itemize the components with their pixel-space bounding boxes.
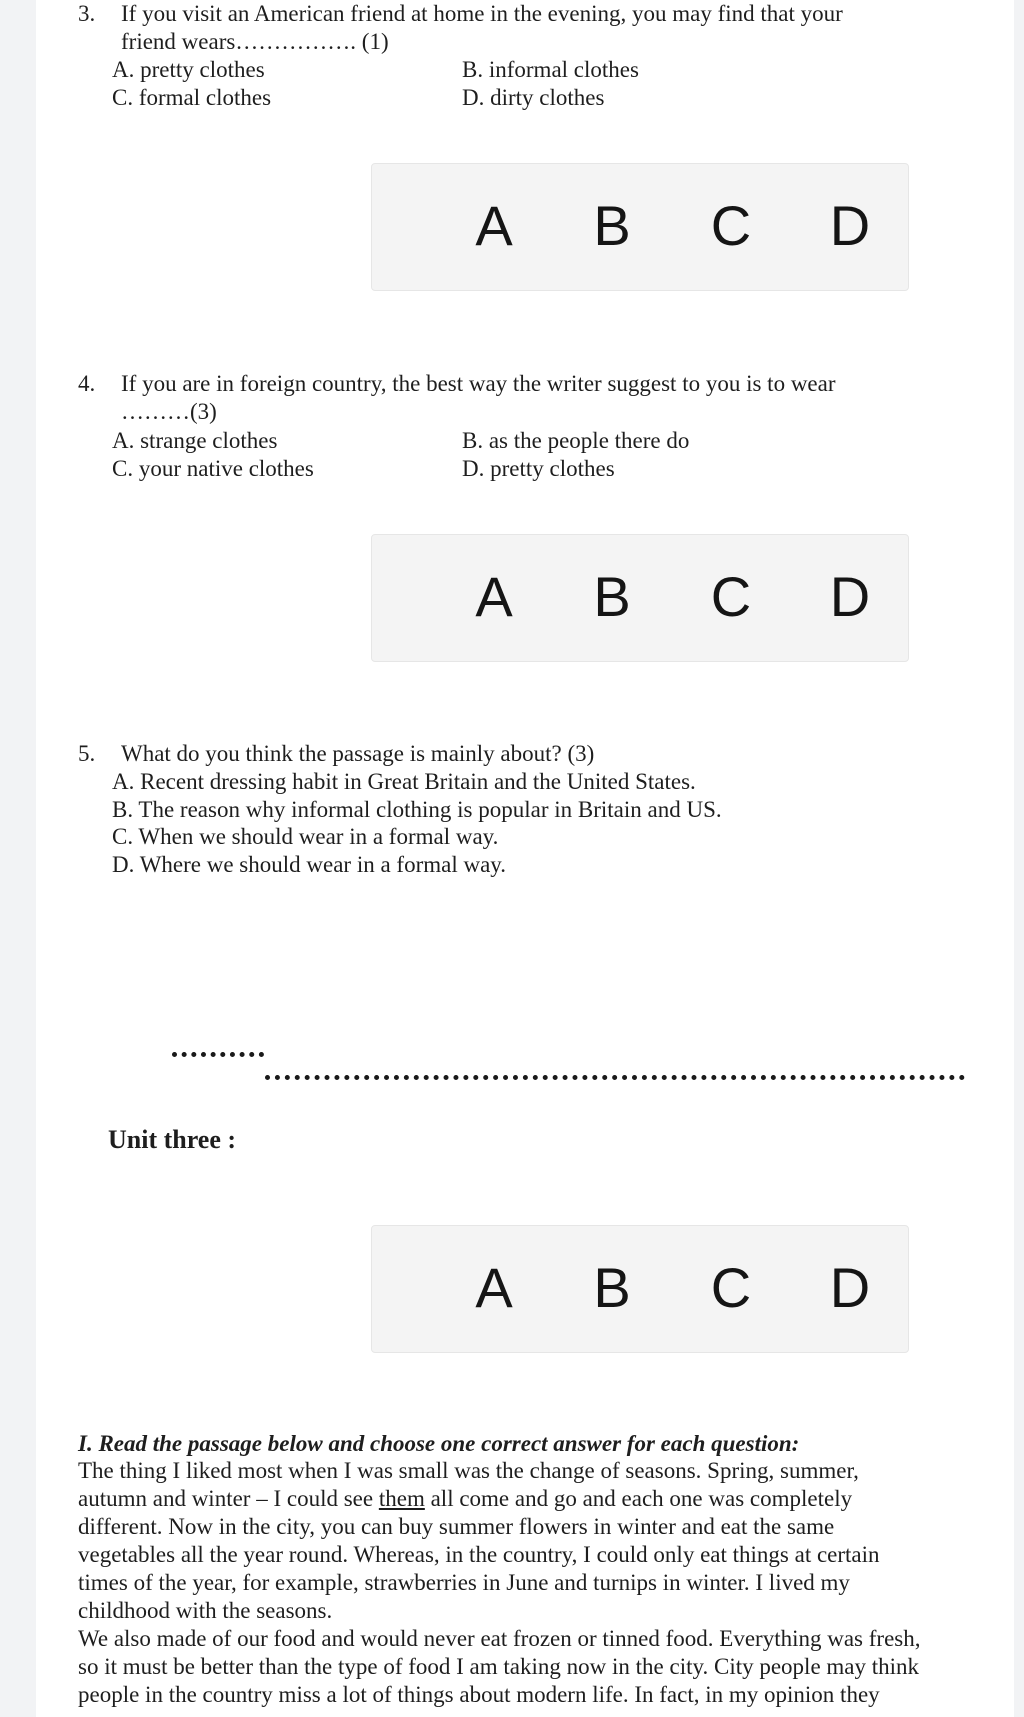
question-line: If you visit an American friend at home in the evening, you may find that your xyxy=(121,1,843,26)
question-line: If you are in foreign country, the best way the writer suggest to you is to wear xyxy=(121,371,836,396)
option-b: B. The reason why informal clothing is popular in Britain and US. xyxy=(112,797,722,822)
passage-text: all come and go and each one was completely xyxy=(424,1486,853,1511)
passage-paragraph-2 xyxy=(78,1625,962,1709)
option-a: A. Recent dressing habit in Great Britain and the United States. xyxy=(112,769,696,794)
question-line: What do you think the passage is mainly about? (3) xyxy=(121,741,595,766)
answer-choice-a[interactable]: A xyxy=(475,565,513,628)
dotted-divider xyxy=(265,1075,965,1080)
option-d: D. Where we should wear in a formal way. xyxy=(112,852,507,877)
question-text xyxy=(121,740,961,768)
unit-heading: Unit three : xyxy=(108,1125,237,1154)
passage-paragraph-1 xyxy=(78,1457,962,1625)
option-d: D. pretty clothes xyxy=(462,456,615,481)
passage-line: people in the country miss a lot of things about modern life. In fact, in my opinion they xyxy=(78,1682,880,1707)
option-a: A. pretty clothes xyxy=(112,57,265,82)
answer-choice-a[interactable]: A xyxy=(475,1256,513,1319)
passage-line: different. Now in the city, you can buy summer flowers in winter and eat the same xyxy=(78,1514,835,1539)
passage-line: times of the year, for example, strawberries in June and turnips in winter. I lived my xyxy=(78,1570,850,1595)
passage-line: so it must be better than the type of food I am taking now in the city. City people may think xyxy=(78,1654,920,1679)
section-instruction: I. Read the passage below and choose one correct answer for each question: xyxy=(78,1431,800,1456)
question-number: 4. xyxy=(78,371,96,396)
underlined-word: them xyxy=(378,1486,425,1511)
answer-choice-c[interactable]: C xyxy=(710,1256,752,1319)
passage-line xyxy=(78,1485,962,1513)
question-line: friend wears……………. (1) xyxy=(121,29,389,54)
option-c: C. formal clothes xyxy=(112,85,272,110)
option-b: B. as the people there do xyxy=(462,428,690,453)
answer-choice-d[interactable]: D xyxy=(829,565,871,628)
answer-choice-d[interactable]: D xyxy=(829,1256,871,1319)
answer-choice-c[interactable]: C xyxy=(710,565,752,628)
option-d: D. dirty clothes xyxy=(462,85,605,110)
question-text xyxy=(121,370,961,426)
option-a: A. strange clothes xyxy=(112,428,278,453)
answer-card-q3 xyxy=(371,163,909,291)
answer-choice-b[interactable]: B xyxy=(593,194,631,257)
passage-text: autumn and winter – I could see xyxy=(78,1486,379,1511)
answer-choice-b[interactable]: B xyxy=(593,1256,631,1319)
answer-choice-c[interactable]: C xyxy=(710,194,752,257)
answer-choice-b[interactable]: B xyxy=(593,565,631,628)
answer-choice-a[interactable]: A xyxy=(475,194,513,257)
question-number: 5. xyxy=(78,741,96,766)
dotted-divider xyxy=(172,1052,264,1057)
option-c: C. your native clothes xyxy=(112,456,314,481)
question-number: 3. xyxy=(78,1,96,26)
option-b: B. informal clothes xyxy=(462,57,639,82)
option-c: C. When we should wear in a formal way. xyxy=(112,824,499,849)
answer-choice-d[interactable]: D xyxy=(829,194,871,257)
passage-line: vegetables all the year round. Whereas, in the country, I could only eat things at certain xyxy=(78,1542,880,1567)
passage-line: childhood with the seasons. xyxy=(78,1598,333,1623)
answer-card-unit xyxy=(371,1225,909,1353)
question-text xyxy=(121,0,961,56)
passage-line: The thing I liked most when I was small was the change of seasons. Spring, summer, xyxy=(78,1458,859,1483)
question-line: ………(3) xyxy=(121,399,217,424)
answer-card-q4 xyxy=(371,534,909,662)
passage-line: We also made of our food and would never eat frozen or tinned food. Everything was fresh, xyxy=(78,1626,921,1651)
